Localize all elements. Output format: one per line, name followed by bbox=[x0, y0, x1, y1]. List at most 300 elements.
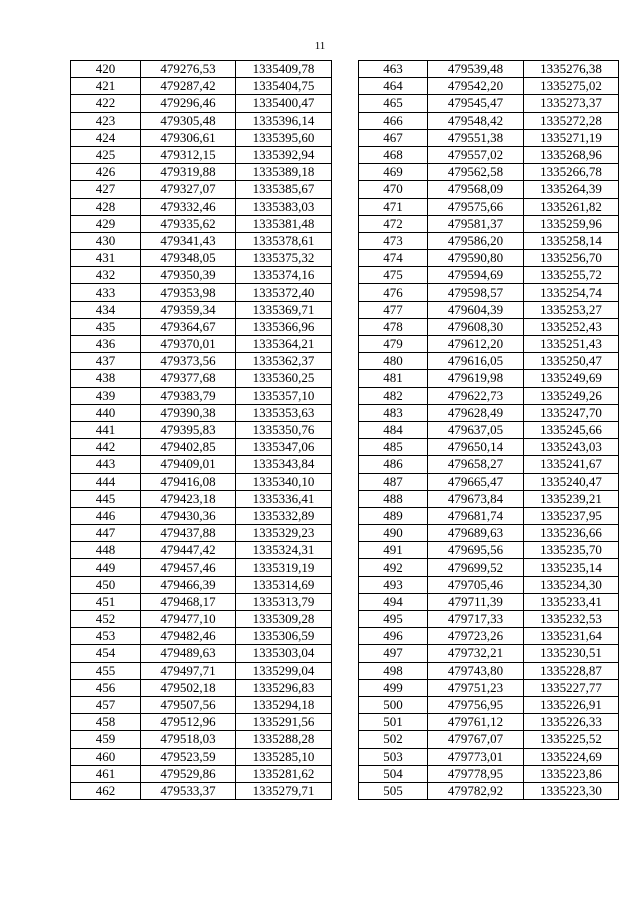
table-row bbox=[71, 576, 332, 593]
x-coordinate-cell: 479468,17 bbox=[141, 593, 236, 610]
x-coordinate-cell: 479296,46 bbox=[141, 95, 236, 112]
y-coordinate-cell: 1335235,14 bbox=[524, 559, 619, 576]
point-number-cell: 487 bbox=[359, 473, 428, 490]
point-number-cell: 436 bbox=[71, 336, 141, 353]
x-coordinate-cell: 479557,02 bbox=[428, 146, 524, 163]
table-row bbox=[71, 662, 332, 679]
x-coordinate-cell: 479533,37 bbox=[141, 782, 236, 799]
point-number-cell: 491 bbox=[359, 542, 428, 559]
table-row bbox=[359, 78, 619, 95]
table-row bbox=[359, 525, 619, 542]
point-number-cell: 488 bbox=[359, 490, 428, 507]
point-number-cell: 458 bbox=[71, 714, 141, 731]
y-coordinate-cell: 1335223,30 bbox=[524, 782, 619, 799]
point-number-cell: 472 bbox=[359, 215, 428, 232]
x-coordinate-cell: 479306,61 bbox=[141, 129, 236, 146]
y-coordinate-cell: 1335259,96 bbox=[524, 215, 619, 232]
table-row bbox=[359, 576, 619, 593]
table-row bbox=[359, 301, 619, 318]
x-coordinate-cell: 479575,66 bbox=[428, 198, 524, 215]
page-number: 11 bbox=[314, 40, 326, 52]
point-number-cell: 500 bbox=[359, 696, 428, 713]
point-number-cell: 468 bbox=[359, 146, 428, 163]
table-row bbox=[71, 645, 332, 662]
table-row bbox=[71, 95, 332, 112]
point-number-cell: 426 bbox=[71, 164, 141, 181]
y-coordinate-cell: 1335288,28 bbox=[236, 731, 332, 748]
x-coordinate-cell: 479518,03 bbox=[141, 731, 236, 748]
x-coordinate-cell: 479756,95 bbox=[428, 696, 524, 713]
x-coordinate-cell: 479502,18 bbox=[141, 679, 236, 696]
y-coordinate-cell: 1335395,60 bbox=[236, 129, 332, 146]
point-number-cell: 496 bbox=[359, 628, 428, 645]
table-row bbox=[71, 404, 332, 421]
point-number-cell: 469 bbox=[359, 164, 428, 181]
table-row bbox=[359, 714, 619, 731]
table-row bbox=[359, 679, 619, 696]
x-coordinate-cell: 479383,79 bbox=[141, 387, 236, 404]
y-coordinate-cell: 1335231,64 bbox=[524, 628, 619, 645]
table-row bbox=[71, 267, 332, 284]
table-row bbox=[71, 129, 332, 146]
x-coordinate-cell: 479761,12 bbox=[428, 714, 524, 731]
x-coordinate-cell: 479276,53 bbox=[141, 61, 236, 78]
point-number-cell: 446 bbox=[71, 507, 141, 524]
table-row bbox=[359, 645, 619, 662]
point-number-cell: 459 bbox=[71, 731, 141, 748]
y-coordinate-cell: 1335294,18 bbox=[236, 696, 332, 713]
point-number-cell: 440 bbox=[71, 404, 141, 421]
y-coordinate-cell: 1335223,86 bbox=[524, 765, 619, 782]
point-number-cell: 501 bbox=[359, 714, 428, 731]
point-number-cell: 437 bbox=[71, 353, 141, 370]
table-row bbox=[71, 473, 332, 490]
point-number-cell: 453 bbox=[71, 628, 141, 645]
y-coordinate-cell: 1335285,10 bbox=[236, 748, 332, 765]
y-coordinate-cell: 1335227,77 bbox=[524, 679, 619, 696]
point-number-cell: 475 bbox=[359, 267, 428, 284]
table-row bbox=[359, 748, 619, 765]
table-row bbox=[71, 164, 332, 181]
point-number-cell: 441 bbox=[71, 421, 141, 438]
table-row bbox=[71, 250, 332, 267]
point-number-cell: 462 bbox=[71, 782, 141, 799]
point-number-cell: 478 bbox=[359, 318, 428, 335]
table-row bbox=[71, 421, 332, 438]
y-coordinate-cell: 1335226,91 bbox=[524, 696, 619, 713]
x-coordinate-cell: 479616,05 bbox=[428, 353, 524, 370]
y-coordinate-cell: 1335232,53 bbox=[524, 611, 619, 628]
point-number-cell: 479 bbox=[359, 336, 428, 353]
x-coordinate-cell: 479751,23 bbox=[428, 679, 524, 696]
table-row bbox=[359, 95, 619, 112]
table-row bbox=[71, 593, 332, 610]
x-coordinate-cell: 479373,56 bbox=[141, 353, 236, 370]
x-coordinate-cell: 479348,05 bbox=[141, 250, 236, 267]
point-number-cell: 464 bbox=[359, 78, 428, 95]
table-row bbox=[71, 336, 332, 353]
table-row bbox=[71, 61, 332, 78]
table-row bbox=[71, 679, 332, 696]
x-coordinate-cell: 479341,43 bbox=[141, 232, 236, 249]
y-coordinate-cell: 1335299,04 bbox=[236, 662, 332, 679]
point-number-cell: 495 bbox=[359, 611, 428, 628]
x-coordinate-cell: 479699,52 bbox=[428, 559, 524, 576]
table-row bbox=[71, 525, 332, 542]
x-coordinate-cell: 479628,49 bbox=[428, 404, 524, 421]
point-number-cell: 503 bbox=[359, 748, 428, 765]
point-number-cell: 498 bbox=[359, 662, 428, 679]
y-coordinate-cell: 1335306,59 bbox=[236, 628, 332, 645]
table-row bbox=[359, 250, 619, 267]
y-coordinate-cell: 1335275,02 bbox=[524, 78, 619, 95]
point-number-cell: 427 bbox=[71, 181, 141, 198]
table-row bbox=[71, 318, 332, 335]
table-row bbox=[359, 146, 619, 163]
y-coordinate-cell: 1335360,25 bbox=[236, 370, 332, 387]
x-coordinate-cell: 479312,15 bbox=[141, 146, 236, 163]
x-coordinate-cell: 479482,46 bbox=[141, 628, 236, 645]
table-row bbox=[359, 696, 619, 713]
point-number-cell: 463 bbox=[359, 61, 428, 78]
y-coordinate-cell: 1335245,66 bbox=[524, 421, 619, 438]
y-coordinate-cell: 1335271,19 bbox=[524, 129, 619, 146]
x-coordinate-cell: 479562,58 bbox=[428, 164, 524, 181]
table-row bbox=[359, 542, 619, 559]
y-coordinate-cell: 1335350,76 bbox=[236, 421, 332, 438]
table-row bbox=[359, 129, 619, 146]
y-coordinate-cell: 1335375,32 bbox=[236, 250, 332, 267]
y-coordinate-cell: 1335353,63 bbox=[236, 404, 332, 421]
x-coordinate-cell: 479723,26 bbox=[428, 628, 524, 645]
y-coordinate-cell: 1335369,71 bbox=[236, 301, 332, 318]
y-coordinate-cell: 1335230,51 bbox=[524, 645, 619, 662]
table-row bbox=[359, 318, 619, 335]
y-coordinate-cell: 1335291,56 bbox=[236, 714, 332, 731]
y-coordinate-cell: 1335409,78 bbox=[236, 61, 332, 78]
x-coordinate-cell: 479658,27 bbox=[428, 456, 524, 473]
y-coordinate-cell: 1335247,70 bbox=[524, 404, 619, 421]
y-coordinate-cell: 1335396,14 bbox=[236, 112, 332, 129]
table-row bbox=[359, 628, 619, 645]
coordinates-table-left bbox=[70, 60, 332, 800]
y-coordinate-cell: 1335266,78 bbox=[524, 164, 619, 181]
table-row bbox=[71, 714, 332, 731]
table-row bbox=[71, 782, 332, 799]
point-number-cell: 505 bbox=[359, 782, 428, 799]
point-number-cell: 438 bbox=[71, 370, 141, 387]
x-coordinate-cell: 479637,05 bbox=[428, 421, 524, 438]
coordinates-table-right bbox=[358, 60, 619, 800]
y-coordinate-cell: 1335236,66 bbox=[524, 525, 619, 542]
point-number-cell: 447 bbox=[71, 525, 141, 542]
y-coordinate-cell: 1335404,75 bbox=[236, 78, 332, 95]
point-number-cell: 502 bbox=[359, 731, 428, 748]
x-coordinate-cell: 479423,18 bbox=[141, 490, 236, 507]
x-coordinate-cell: 479717,33 bbox=[428, 611, 524, 628]
x-coordinate-cell: 479604,39 bbox=[428, 301, 524, 318]
point-number-cell: 439 bbox=[71, 387, 141, 404]
point-number-cell: 504 bbox=[359, 765, 428, 782]
x-coordinate-cell: 479778,95 bbox=[428, 765, 524, 782]
y-coordinate-cell: 1335313,79 bbox=[236, 593, 332, 610]
table-row bbox=[359, 559, 619, 576]
y-coordinate-cell: 1335366,96 bbox=[236, 318, 332, 335]
point-number-cell: 466 bbox=[359, 112, 428, 129]
table-row bbox=[71, 696, 332, 713]
table-row bbox=[359, 370, 619, 387]
y-coordinate-cell: 1335251,43 bbox=[524, 336, 619, 353]
x-coordinate-cell: 479665,47 bbox=[428, 473, 524, 490]
table-row bbox=[359, 215, 619, 232]
x-coordinate-cell: 479689,63 bbox=[428, 525, 524, 542]
table-row bbox=[359, 353, 619, 370]
x-coordinate-cell: 479586,20 bbox=[428, 232, 524, 249]
x-coordinate-cell: 479370,01 bbox=[141, 336, 236, 353]
y-coordinate-cell: 1335303,04 bbox=[236, 645, 332, 662]
table-row bbox=[71, 301, 332, 318]
table-row bbox=[359, 61, 619, 78]
table-row bbox=[359, 507, 619, 524]
table-row bbox=[359, 473, 619, 490]
point-number-cell: 482 bbox=[359, 387, 428, 404]
y-coordinate-cell: 1335225,52 bbox=[524, 731, 619, 748]
y-coordinate-cell: 1335233,41 bbox=[524, 593, 619, 610]
point-number-cell: 450 bbox=[71, 576, 141, 593]
y-coordinate-cell: 1335329,23 bbox=[236, 525, 332, 542]
y-coordinate-cell: 1335374,16 bbox=[236, 267, 332, 284]
x-coordinate-cell: 479695,56 bbox=[428, 542, 524, 559]
table-row bbox=[359, 439, 619, 456]
x-coordinate-cell: 479594,69 bbox=[428, 267, 524, 284]
y-coordinate-cell: 1335273,37 bbox=[524, 95, 619, 112]
x-coordinate-cell: 479287,42 bbox=[141, 78, 236, 95]
point-number-cell: 429 bbox=[71, 215, 141, 232]
x-coordinate-cell: 479507,56 bbox=[141, 696, 236, 713]
x-coordinate-cell: 479568,09 bbox=[428, 181, 524, 198]
point-number-cell: 473 bbox=[359, 232, 428, 249]
table-row bbox=[71, 490, 332, 507]
x-coordinate-cell: 479590,80 bbox=[428, 250, 524, 267]
point-number-cell: 454 bbox=[71, 645, 141, 662]
x-coordinate-cell: 479395,83 bbox=[141, 421, 236, 438]
y-coordinate-cell: 1335224,69 bbox=[524, 748, 619, 765]
x-coordinate-cell: 479622,73 bbox=[428, 387, 524, 404]
x-coordinate-cell: 479409,01 bbox=[141, 456, 236, 473]
point-number-cell: 432 bbox=[71, 267, 141, 284]
y-coordinate-cell: 1335381,48 bbox=[236, 215, 332, 232]
point-number-cell: 442 bbox=[71, 439, 141, 456]
table-row bbox=[71, 232, 332, 249]
table-row bbox=[71, 112, 332, 129]
x-coordinate-cell: 479377,68 bbox=[141, 370, 236, 387]
table-row bbox=[359, 731, 619, 748]
y-coordinate-cell: 1335234,30 bbox=[524, 576, 619, 593]
point-number-cell: 480 bbox=[359, 353, 428, 370]
y-coordinate-cell: 1335249,69 bbox=[524, 370, 619, 387]
point-number-cell: 428 bbox=[71, 198, 141, 215]
y-coordinate-cell: 1335378,61 bbox=[236, 232, 332, 249]
y-coordinate-cell: 1335235,70 bbox=[524, 542, 619, 559]
y-coordinate-cell: 1335340,10 bbox=[236, 473, 332, 490]
x-coordinate-cell: 479327,07 bbox=[141, 181, 236, 198]
point-number-cell: 484 bbox=[359, 421, 428, 438]
table-row bbox=[71, 456, 332, 473]
table-row bbox=[359, 611, 619, 628]
y-coordinate-cell: 1335268,96 bbox=[524, 146, 619, 163]
table-row bbox=[71, 198, 332, 215]
x-coordinate-cell: 479782,92 bbox=[428, 782, 524, 799]
table-row bbox=[71, 439, 332, 456]
point-number-cell: 430 bbox=[71, 232, 141, 249]
point-number-cell: 497 bbox=[359, 645, 428, 662]
table-row bbox=[71, 78, 332, 95]
y-coordinate-cell: 1335250,47 bbox=[524, 353, 619, 370]
x-coordinate-cell: 479598,57 bbox=[428, 284, 524, 301]
y-coordinate-cell: 1335336,41 bbox=[236, 490, 332, 507]
y-coordinate-cell: 1335239,21 bbox=[524, 490, 619, 507]
table-row bbox=[359, 112, 619, 129]
table-row bbox=[71, 507, 332, 524]
y-coordinate-cell: 1335392,94 bbox=[236, 146, 332, 163]
table-row bbox=[71, 181, 332, 198]
x-coordinate-cell: 479416,08 bbox=[141, 473, 236, 490]
point-number-cell: 465 bbox=[359, 95, 428, 112]
y-coordinate-cell: 1335383,03 bbox=[236, 198, 332, 215]
point-number-cell: 431 bbox=[71, 250, 141, 267]
y-coordinate-cell: 1335309,28 bbox=[236, 611, 332, 628]
table-row bbox=[71, 559, 332, 576]
x-coordinate-cell: 479548,42 bbox=[428, 112, 524, 129]
point-number-cell: 435 bbox=[71, 318, 141, 335]
table-row bbox=[359, 593, 619, 610]
x-coordinate-cell: 479612,20 bbox=[428, 336, 524, 353]
point-number-cell: 493 bbox=[359, 576, 428, 593]
table-row bbox=[359, 336, 619, 353]
y-coordinate-cell: 1335357,10 bbox=[236, 387, 332, 404]
x-coordinate-cell: 479681,74 bbox=[428, 507, 524, 524]
y-coordinate-cell: 1335272,28 bbox=[524, 112, 619, 129]
table-row bbox=[359, 490, 619, 507]
table-row bbox=[71, 215, 332, 232]
table-row bbox=[359, 404, 619, 421]
x-coordinate-cell: 479497,71 bbox=[141, 662, 236, 679]
table-row bbox=[359, 164, 619, 181]
y-coordinate-cell: 1335279,71 bbox=[236, 782, 332, 799]
point-number-cell: 492 bbox=[359, 559, 428, 576]
point-number-cell: 444 bbox=[71, 473, 141, 490]
table-row bbox=[71, 611, 332, 628]
table-row bbox=[359, 765, 619, 782]
point-number-cell: 485 bbox=[359, 439, 428, 456]
x-coordinate-cell: 479353,98 bbox=[141, 284, 236, 301]
table-row bbox=[359, 232, 619, 249]
y-coordinate-cell: 1335385,67 bbox=[236, 181, 332, 198]
x-coordinate-cell: 479539,48 bbox=[428, 61, 524, 78]
y-coordinate-cell: 1335226,33 bbox=[524, 714, 619, 731]
point-number-cell: 477 bbox=[359, 301, 428, 318]
point-number-cell: 445 bbox=[71, 490, 141, 507]
y-coordinate-cell: 1335240,47 bbox=[524, 473, 619, 490]
y-coordinate-cell: 1335281,62 bbox=[236, 765, 332, 782]
x-coordinate-cell: 479650,14 bbox=[428, 439, 524, 456]
x-coordinate-cell: 479523,59 bbox=[141, 748, 236, 765]
y-coordinate-cell: 1335314,69 bbox=[236, 576, 332, 593]
table-row bbox=[71, 765, 332, 782]
x-coordinate-cell: 479767,07 bbox=[428, 731, 524, 748]
point-number-cell: 489 bbox=[359, 507, 428, 524]
y-coordinate-cell: 1335319,19 bbox=[236, 559, 332, 576]
y-coordinate-cell: 1335264,39 bbox=[524, 181, 619, 198]
table-row bbox=[359, 267, 619, 284]
x-coordinate-cell: 479551,38 bbox=[428, 129, 524, 146]
point-number-cell: 470 bbox=[359, 181, 428, 198]
y-coordinate-cell: 1335276,38 bbox=[524, 61, 619, 78]
table-row bbox=[359, 284, 619, 301]
point-number-cell: 420 bbox=[71, 61, 141, 78]
point-number-cell: 483 bbox=[359, 404, 428, 421]
y-coordinate-cell: 1335343,84 bbox=[236, 456, 332, 473]
point-number-cell: 433 bbox=[71, 284, 141, 301]
point-number-cell: 424 bbox=[71, 129, 141, 146]
x-coordinate-cell: 479608,30 bbox=[428, 318, 524, 335]
y-coordinate-cell: 1335261,82 bbox=[524, 198, 619, 215]
table-row bbox=[71, 542, 332, 559]
y-coordinate-cell: 1335296,83 bbox=[236, 679, 332, 696]
point-number-cell: 422 bbox=[71, 95, 141, 112]
x-coordinate-cell: 479305,48 bbox=[141, 112, 236, 129]
y-coordinate-cell: 1335362,37 bbox=[236, 353, 332, 370]
table-row bbox=[359, 421, 619, 438]
y-coordinate-cell: 1335237,95 bbox=[524, 507, 619, 524]
x-coordinate-cell: 479619,98 bbox=[428, 370, 524, 387]
table-row bbox=[71, 353, 332, 370]
x-coordinate-cell: 479581,37 bbox=[428, 215, 524, 232]
table-row bbox=[359, 662, 619, 679]
y-coordinate-cell: 1335332,89 bbox=[236, 507, 332, 524]
x-coordinate-cell: 479512,96 bbox=[141, 714, 236, 731]
x-coordinate-cell: 479477,10 bbox=[141, 611, 236, 628]
table-row bbox=[71, 748, 332, 765]
y-coordinate-cell: 1335372,40 bbox=[236, 284, 332, 301]
point-number-cell: 474 bbox=[359, 250, 428, 267]
y-coordinate-cell: 1335253,27 bbox=[524, 301, 619, 318]
x-coordinate-cell: 479542,20 bbox=[428, 78, 524, 95]
y-coordinate-cell: 1335255,72 bbox=[524, 267, 619, 284]
y-coordinate-cell: 1335254,74 bbox=[524, 284, 619, 301]
x-coordinate-cell: 479457,46 bbox=[141, 559, 236, 576]
table-row bbox=[359, 181, 619, 198]
table-row bbox=[71, 387, 332, 404]
y-coordinate-cell: 1335324,31 bbox=[236, 542, 332, 559]
table-row bbox=[71, 628, 332, 645]
point-number-cell: 434 bbox=[71, 301, 141, 318]
x-coordinate-cell: 479673,84 bbox=[428, 490, 524, 507]
point-number-cell: 449 bbox=[71, 559, 141, 576]
y-coordinate-cell: 1335243,03 bbox=[524, 439, 619, 456]
y-coordinate-cell: 1335389,18 bbox=[236, 164, 332, 181]
y-coordinate-cell: 1335228,87 bbox=[524, 662, 619, 679]
point-number-cell: 490 bbox=[359, 525, 428, 542]
point-number-cell: 486 bbox=[359, 456, 428, 473]
x-coordinate-cell: 479364,67 bbox=[141, 318, 236, 335]
x-coordinate-cell: 479350,39 bbox=[141, 267, 236, 284]
x-coordinate-cell: 479489,63 bbox=[141, 645, 236, 662]
x-coordinate-cell: 479319,88 bbox=[141, 164, 236, 181]
point-number-cell: 425 bbox=[71, 146, 141, 163]
x-coordinate-cell: 479773,01 bbox=[428, 748, 524, 765]
point-number-cell: 476 bbox=[359, 284, 428, 301]
